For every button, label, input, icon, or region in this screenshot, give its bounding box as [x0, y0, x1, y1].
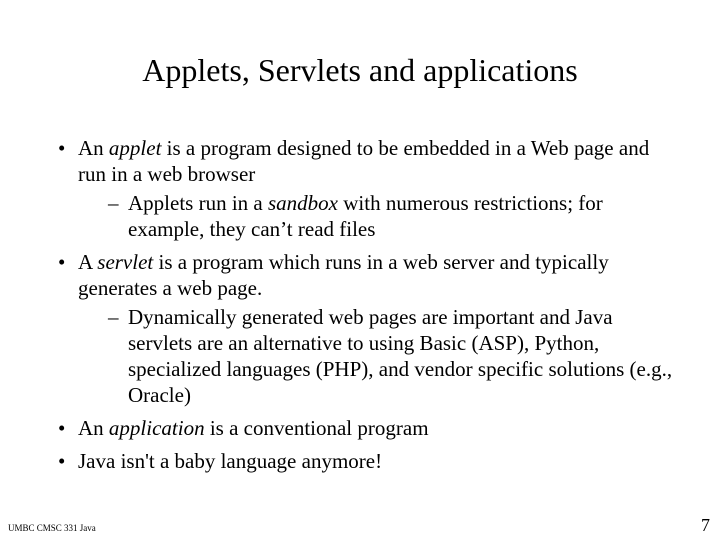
- bullet-text: Java isn't a baby language anymore!: [78, 449, 383, 473]
- footer-course: UMBC CMSC 331 Java: [8, 523, 96, 533]
- bullet-mark: •: [58, 416, 66, 440]
- bullet-mark: •: [58, 250, 66, 274]
- sub-bullet-dynamic-pages: [78, 304, 678, 408]
- bullet-text: is a program designed to be embedded in a Web page and run in a web browser: [78, 136, 650, 186]
- term-application: application: [108, 416, 205, 440]
- term-applet: applet: [108, 136, 162, 160]
- term-sandbox: sandbox: [267, 191, 338, 215]
- sub-bullet-text: Dynamically generated web pages are important and Java servlets are an alternative to using Basic (ASP), Python, specialized languages (PHP), and vendor specific solutions (e.g., Oracle): [128, 305, 673, 407]
- bullet-list: [58, 135, 678, 481]
- bullet-applet: [58, 135, 678, 242]
- bullet-mark: •: [58, 449, 66, 473]
- bullet-servlet: [58, 249, 678, 408]
- bullet-mark: •: [58, 136, 66, 160]
- bullet-text: An: [78, 136, 109, 160]
- bullet-text: is a program which runs in a web server and typically generates a web page.: [78, 250, 609, 300]
- term-servlet: servlet: [97, 250, 154, 274]
- bullet-text: is a conventional program: [204, 416, 429, 440]
- bullet-application: [58, 415, 678, 441]
- page-number: 7: [701, 515, 710, 535]
- dash-mark: –: [108, 305, 119, 329]
- sub-bullet-text: Applets run in a: [128, 191, 268, 215]
- slide-title: Applets, Servlets and applications: [142, 52, 578, 88]
- sub-bullet-text: with numerous restrictions; for example, they can’t read files: [128, 191, 603, 241]
- dash-mark: –: [108, 191, 119, 215]
- bullet-text: An: [78, 416, 109, 440]
- sub-bullet-sandbox: [78, 190, 678, 242]
- bullet-java: [58, 448, 678, 474]
- bullet-text: A: [78, 250, 98, 274]
